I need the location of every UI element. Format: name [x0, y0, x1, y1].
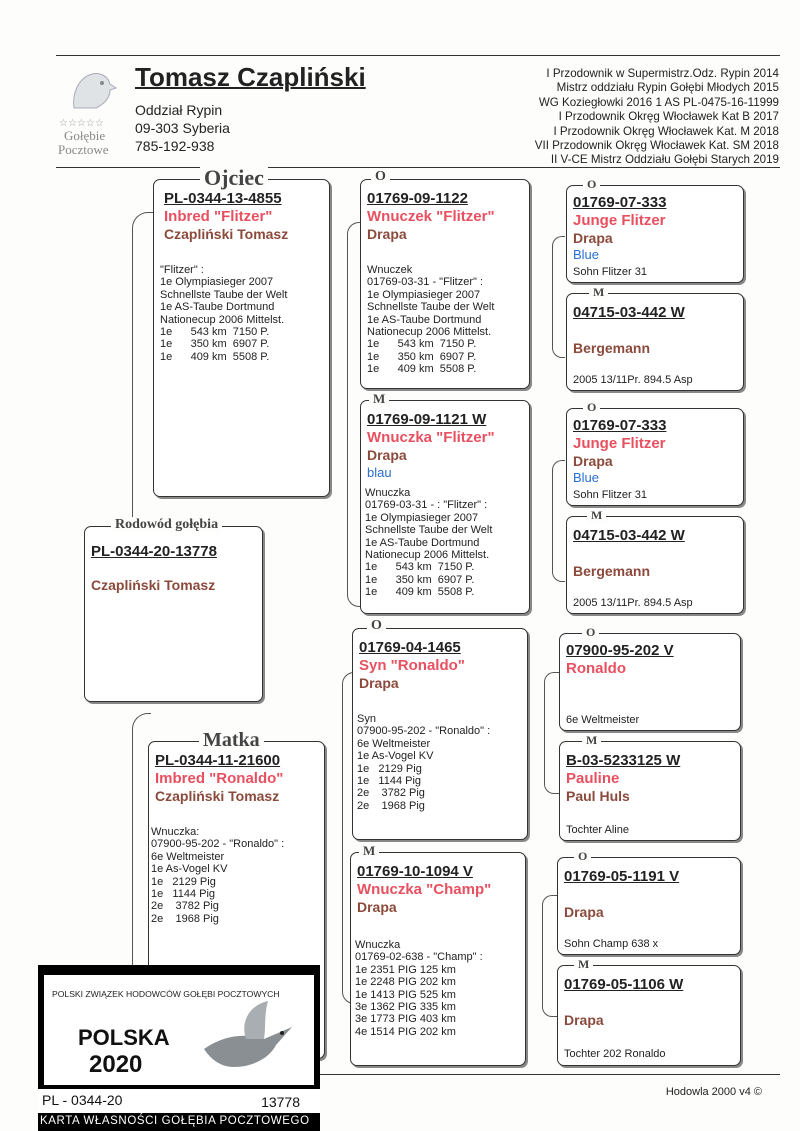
mmf-breeder: Drapa: [564, 904, 604, 920]
fff-description: Sohn Flitzer 31: [573, 266, 647, 278]
achievement: I Przodownik Okręg Włocławek Kat. M 2018: [553, 124, 779, 138]
fm-ring: 01769-09-1121 W: [367, 411, 487, 428]
owner-name: Tomasz Czapliński: [135, 62, 366, 92]
sticker-ring-number: 13778: [261, 1094, 300, 1110]
fmf-name: Junge Flitzer: [573, 435, 666, 452]
main-breeder: Czapliński Tomasz: [91, 577, 216, 593]
mf-name: Syn "Ronaldo": [359, 657, 465, 674]
mother-breeder: Czapliński Tomasz: [155, 788, 280, 804]
mm-description: Wnuczka 01769-02-638 - "Champ" : 1e 2351 PIG 125 km 1e 2248 PIG 202 km 1e 1413 PIG 525 km 3e 1362 PIG 335 km 3e 1773 PIG 403 km 4e 1514 PIG 202 km: [355, 939, 483, 1038]
mm-name: Wnuczka "Champ": [357, 881, 492, 898]
father-ring: PL-0344-13-4855: [164, 190, 282, 207]
fff-ring: 01769-07-333: [573, 194, 667, 211]
mm-label: M: [359, 843, 379, 859]
mmf-ring: 01769-05-1191 V: [564, 868, 680, 885]
achievement: I Przodownik Okręg Włocławek Kat B 2017: [558, 110, 779, 124]
mmm-description: Tochter 202 Ronaldo: [564, 1048, 666, 1060]
achievement: Mistrz oddziału Rypin Gołębi Młodych 2015: [556, 81, 779, 95]
mmf-card[interactable]: [557, 849, 741, 955]
mfm-name: Pauline: [566, 770, 620, 787]
sticker-association: POLSKI ZWIĄZEK HODOWCÓW GOŁĘBI POCZTOWYCH: [52, 989, 280, 999]
mfm-ring: B-03-5233125 W: [566, 752, 681, 769]
mff-label: O: [582, 625, 599, 640]
sticker-title: KARTA WŁASNOŚCI GOŁĘBIA POCZTOWEGO: [40, 1115, 310, 1127]
fmf-color: Blue: [573, 470, 600, 485]
logo: [56, 62, 126, 156]
mff-name: Ronaldo: [566, 660, 626, 677]
mother-name: Imbred "Ronaldo": [155, 770, 284, 787]
sticker-country: POLSKA: [78, 1025, 170, 1050]
footer-software: Hodowla 2000 v4 ©: [665, 1086, 762, 1098]
ffm-description: 2005 13/11Pr. 894.5 Asp: [573, 374, 693, 386]
fff-card[interactable]: [566, 177, 744, 283]
header-top-rule: [56, 55, 780, 56]
fm-name: Wnuczka "Flitzer": [367, 429, 495, 446]
mf-breeder: Drapa: [359, 675, 399, 691]
mfm-label: M: [582, 733, 601, 748]
fmf-breeder: Drapa: [573, 453, 613, 469]
ff-name: Wnuczek "Flitzer": [367, 208, 495, 225]
mmm-card[interactable]: [557, 957, 741, 1066]
owner-branch: Oddział Rypin: [135, 102, 223, 118]
father-label: Ojciec: [200, 165, 268, 191]
maternal-grandmother-card[interactable]: [350, 843, 526, 1066]
mf-description: Syn 07900-95-202 - "Ronaldo" : 6e Weltmeister 1e As-Vogel KV 1e 2129 Pig 1e 1144 Pig 2e 3782 Pig 2e 1968 Pig: [357, 713, 491, 812]
pigeon-head-icon: [66, 64, 118, 116]
mmm-label: M: [574, 957, 593, 972]
header-bottom-rule: [56, 167, 780, 168]
logo-text-2: Pocztowe: [58, 142, 109, 157]
owner-phone: 785-192-938: [135, 138, 215, 154]
mff-card[interactable]: [559, 625, 741, 731]
father-name: Inbred "Flitzer": [164, 208, 273, 225]
father-breeder: Czapliński Tomasz: [164, 226, 289, 242]
mfm-description: Tochter Aline: [566, 824, 629, 836]
mmf-description: Sohn Champ 638 x: [564, 938, 659, 950]
main-pigeon-card[interactable]: [84, 517, 263, 702]
connector-fm-parents: [552, 460, 565, 582]
fm-description: Wnuczka 01769-03-31 - : "Flitzer" : 1e Olympiasieger 2007 Schnellste Taube der Welt 1e AS-Taube Dortmund Nationecup 2006 Mittelst. 1e 543 km 7150 P. 1e 350 km 6907 P. 1e 409 km 5508 P.: [365, 487, 493, 599]
mmf-label: O: [574, 849, 591, 864]
fmm-ring: 04715-03-442 W: [573, 527, 685, 544]
achievements-list: [535, 67, 779, 168]
ffm-card[interactable]: [566, 285, 744, 391]
sticker-year: 2020: [89, 1051, 143, 1078]
fm-label: M: [369, 391, 389, 407]
mff-description: 6e Weltmeister: [566, 714, 640, 726]
maternal-grandfather-card[interactable]: [352, 618, 528, 840]
mm-breeder: Drapa: [357, 899, 397, 915]
paternal-grandmother-card[interactable]: [360, 391, 530, 614]
fmm-description: 2005 13/11Pr. 894.5 Asp: [573, 597, 693, 609]
fmm-label: M: [587, 508, 606, 523]
mf-label: O: [367, 618, 386, 634]
fmm-breeder: Bergemann: [573, 563, 651, 579]
achievement: II V-CE Mistrz Oddziału Gołębi Starych 2019: [550, 153, 779, 167]
pigeon-icon: [194, 997, 304, 1077]
logo-stars: ☆☆☆☆☆: [59, 118, 104, 129]
sticker-ring-prefix: PL - 0344-20: [42, 1092, 123, 1108]
fmf-card[interactable]: [566, 400, 744, 506]
father-card[interactable]: [153, 165, 330, 497]
father-description: "Flitzer" : 1e Olympiasieger 2007 Schnellste Taube der Welt 1e AS-Taube Dortmund Nationecup 2006 Mittelst. 1e 543 km 7150 P. 1e 350 km 6907 P. 1e 409 km 5508 P.: [160, 264, 288, 363]
achievement: I Przodownik w Supermistrz.Odz. Rypin 2014: [546, 67, 779, 80]
connector-mm-parents: [542, 895, 557, 1017]
ff-breeder: Drapa: [367, 226, 407, 242]
fff-color: Blue: [573, 247, 600, 262]
fm-color: blau: [367, 465, 392, 480]
fff-name: Junge Flitzer: [573, 212, 666, 229]
mff-ring: 07900-95-202 V: [566, 642, 674, 659]
ffm-ring: 04715-03-442 W: [573, 304, 685, 321]
sticker-panel: [44, 975, 314, 1085]
mother-ring: PL-0344-11-21600: [155, 752, 281, 769]
connector-father: [132, 212, 155, 521]
mfm-card[interactable]: [559, 733, 741, 841]
fmm-card[interactable]: [566, 508, 744, 614]
mf-ring: 01769-04-1465: [359, 639, 461, 656]
logo-text-1: Gołębie: [64, 128, 106, 143]
fmf-ring: 01769-07-333: [573, 417, 667, 434]
fff-breeder: Drapa: [573, 230, 613, 246]
fmf-description: Sohn Flitzer 31: [573, 489, 647, 501]
owner-address: 09-303 Syberia: [135, 120, 230, 136]
connector-mf-parents: [544, 672, 559, 794]
fmf-label: O: [583, 400, 600, 415]
mother-description: Wnuczka: 07900-95-202 - "Ronaldo" : 6e Weltmeister 1e As-Vogel KV 1e 2129 Pig 1e 1144 Pig 2e 3782 Pig 2e 1968 Pig: [151, 826, 285, 925]
mmm-breeder: Drapa: [564, 1012, 604, 1028]
ffm-label: M: [589, 285, 608, 300]
main-ring: PL-0344-20-13778: [91, 543, 217, 560]
connector-ff-parents: [552, 236, 565, 358]
fm-breeder: Drapa: [367, 447, 407, 463]
achievement: VII Przodownik Okręg Włocławek Kat. SM 2018: [534, 139, 779, 153]
achievement: WG Koziegłowki 2016 1 AS PL-0475-16-11999: [538, 95, 779, 109]
mmm-ring: 01769-05-1106 W: [564, 976, 684, 993]
mother-label: Matka: [199, 729, 264, 752]
fff-label: O: [583, 177, 600, 192]
paternal-grandfather-card[interactable]: [360, 169, 530, 389]
ff-label: O: [371, 169, 390, 185]
ff-description: Wnuczek 01769-03-31 - "Flitzer" : 1e Olympiasieger 2007 Schnellste Taube der Welt 1e AS-Taube Dortmund Nationecup 2006 Mittelst. 1e 543 km 7150 P. 1e 350 km 6907 P. 1e 409 km 5508 P.: [367, 264, 495, 376]
sticker-ring-strip: [38, 1089, 320, 1113]
main-label: Rodowód gołębia: [111, 517, 222, 533]
ffm-breeder: Bergemann: [573, 340, 651, 356]
mfm-breeder: Paul Huls: [566, 788, 630, 804]
ownership-card-sticker: [38, 965, 320, 1131]
ff-ring: 01769-09-1122: [367, 190, 468, 207]
connector-father-parents: [347, 222, 360, 607]
mm-ring: 01769-10-1094 V: [357, 863, 473, 880]
